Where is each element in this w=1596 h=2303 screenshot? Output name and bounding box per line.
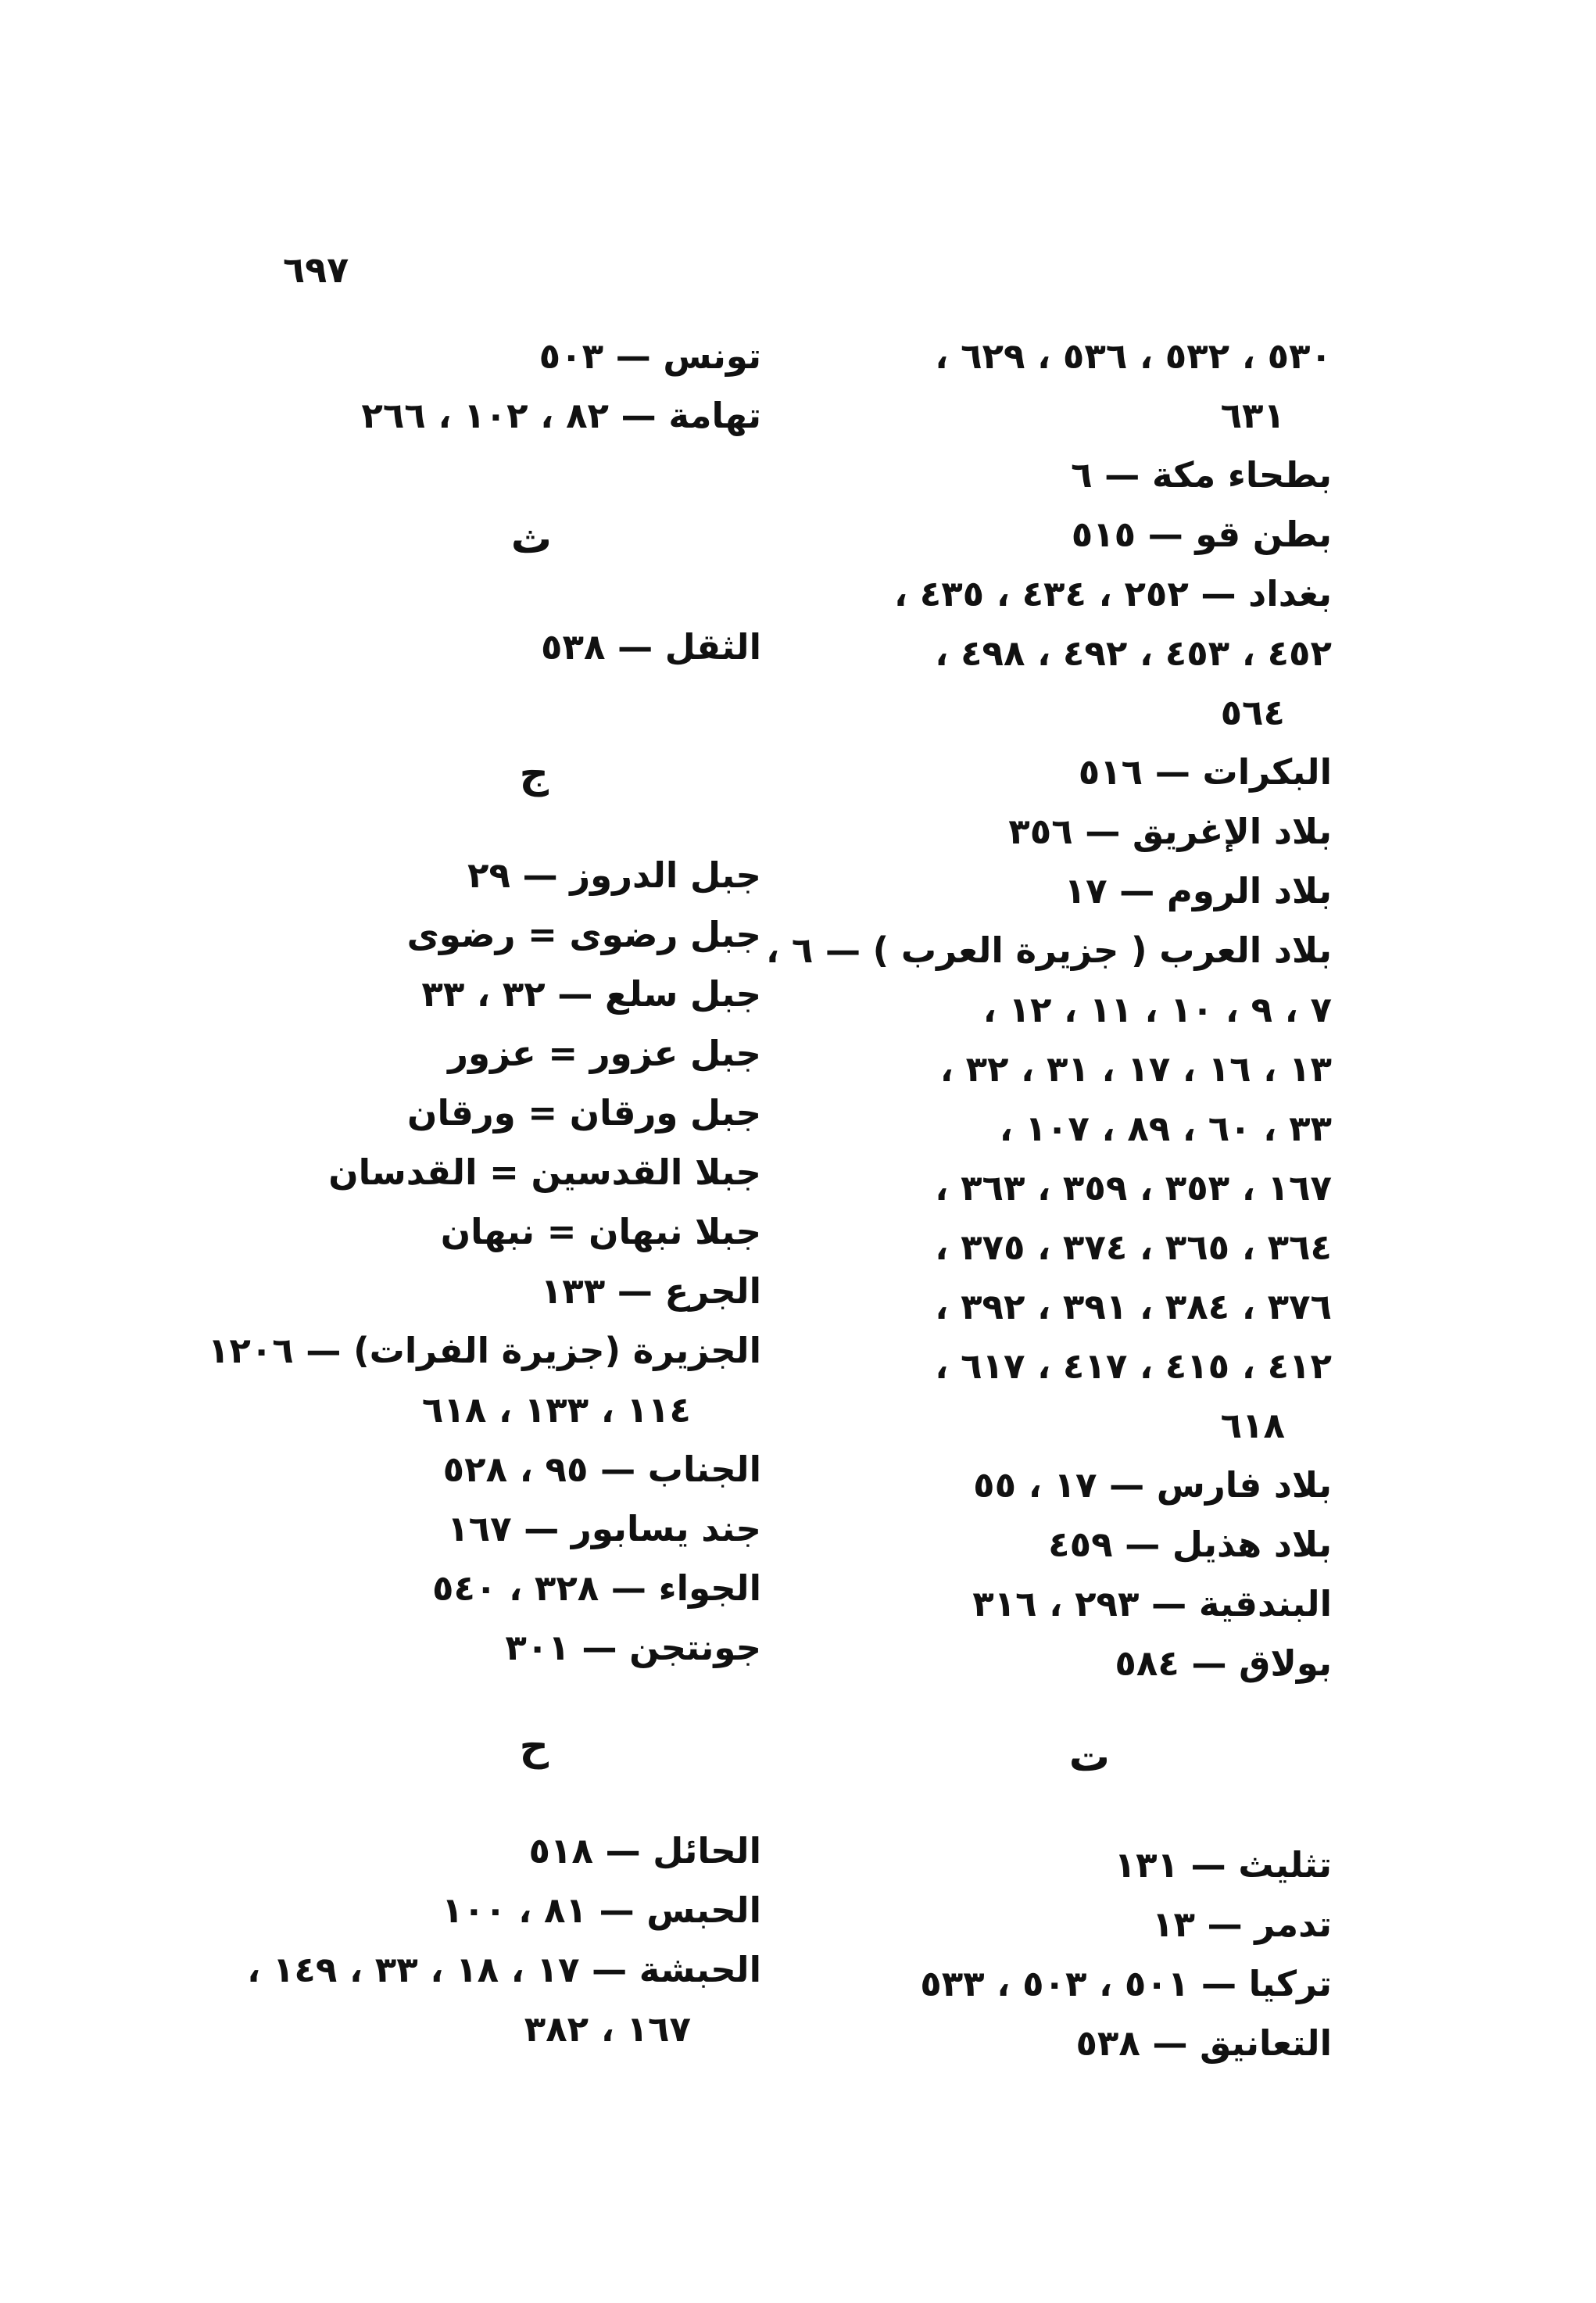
index-column-left-ha (230, 1821, 761, 2059)
index-line: الحائل — ٥١٨ (528, 1830, 761, 1871)
index-column-left-jim (207, 846, 761, 1678)
index-line: ٤١٢ ، ٤١٥ ، ٤١٧ ، ٦١٧ ، (935, 1345, 1332, 1387)
index-line: تثليث — ١٣١ (1114, 1844, 1332, 1886)
index-line: ١١٤ ، ١٣٣ ، ٦١٨ (421, 1389, 691, 1431)
index-column-left (230, 327, 761, 446)
index-line: جند يسابور — ١٦٧ (447, 1508, 761, 1549)
index-line: بطن قو — ٥١٥ (1071, 514, 1332, 555)
page-number: ٦٩٧ (283, 249, 349, 291)
index-line: الجزيرة (جزيرة الفرات) — ١٢٠٦ (207, 1330, 761, 1371)
index-line: البكرات — ٥١٦ (1078, 751, 1332, 793)
index-line: ٤٥٢ ، ٤٥٣ ، ٤٩٢ ، ٤٩٨ ، (935, 632, 1332, 674)
index-column-right (766, 327, 1332, 1693)
index-line: تونس — ٥٠٣ (539, 335, 761, 377)
index-line: ٣٣ ، ٦٠ ، ٨٩ ، ١٠٧ ، (999, 1108, 1332, 1149)
index-line: الحبشة — ١٧ ، ١٨ ، ٣٣ ، ١٤٩ ، (247, 1949, 761, 1990)
index-line: تهامة — ٨٢ ، ١٠٢ ، ٢٦٦ (361, 395, 761, 436)
index-line: ٥٦٤ (1220, 692, 1285, 733)
index-line: بطحاء مكة — ٦ (1071, 454, 1332, 496)
index-line: ٣٦٤ ، ٣٦٥ ، ٣٧٤ ، ٣٧٥ ، (935, 1227, 1332, 1268)
index-line: الجناب — ٩٥ ، ٥٢٨ (442, 1449, 761, 1490)
section-letter-tha: ث (510, 516, 552, 563)
index-line: الجرع — ١٣٣ (540, 1270, 761, 1312)
index-line: بلاد الإغريق — ٣٥٦ (1008, 811, 1332, 852)
index-line: الجواء — ٣٢٨ ، ٥٤٠ (432, 1567, 761, 1609)
index-line: تدمر — ١٣ (1151, 1904, 1332, 1945)
index-line: جبل رضوى = رضوى (406, 914, 761, 955)
index-line: ١٦٧ ، ٣٥٣ ، ٣٥٩ ، ٣٦٣ ، (935, 1167, 1332, 1209)
index-line: بلاد الروم — ١٧ (1064, 870, 1332, 912)
index-line: ٧ ، ٩ ، ١٠ ، ١١ ، ١٢ ، (982, 989, 1332, 1030)
index-line: ١٦٧ ، ٣٨٢ (524, 2008, 691, 2050)
index-line: تركيا — ٥٠١ ، ٥٠٣ ، ٥٣٣ (920, 1963, 1332, 2004)
index-column-left-tha (230, 618, 761, 677)
index-line: جبلا القدسين = القدسان (328, 1152, 761, 1193)
section-letter-ha: ح (519, 1723, 549, 1770)
index-column-right-bottom (832, 1836, 1332, 2073)
index-line: الثقل — ٥٣٨ (541, 626, 761, 668)
index-line: الحبس — ٨١ ، ١٠٠ (442, 1889, 761, 1931)
index-line: جبلا نبهان = نبهان (440, 1211, 761, 1252)
index-line: جبل عزور = عزور (448, 1033, 761, 1074)
index-line: جونتجن — ٣٠١ (505, 1627, 761, 1668)
index-line: ٦١٨ (1220, 1405, 1285, 1446)
index-line: البندقية — ٢٩٣ ، ٣١٦ (972, 1583, 1332, 1624)
index-line: ٦٣١ (1220, 395, 1285, 436)
index-line: بلاد هذيل — ٤٥٩ (1048, 1524, 1332, 1565)
index-line: جبل الدروز — ٢٩ (467, 854, 761, 896)
index-line: بلاد فارس — ١٧ ، ٥٥ (973, 1464, 1332, 1506)
section-letter-ta: ت (1068, 1734, 1110, 1781)
index-line: التعانيق — ٥٣٨ (1075, 2022, 1332, 2064)
index-line: بلاد العرب ( جزيرة العرب ) — ٦ ، (766, 929, 1332, 971)
index-line: ٥٣٠ ، ٥٣٢ ، ٥٣٦ ، ٦٢٩ ، (935, 335, 1332, 377)
index-line: بغداد — ٢٥٢ ، ٤٣٤ ، ٤٣٥ ، (893, 573, 1332, 614)
index-line: بولاق — ٥٨٤ (1115, 1642, 1332, 1684)
index-line: ٣٧٦ ، ٣٨٤ ، ٣٩١ ، ٣٩٢ ، (935, 1286, 1332, 1327)
index-line: ١٣ ، ١٦ ، ١٧ ، ٣١ ، ٣٢ ، (939, 1048, 1332, 1090)
index-line: جبل سلع — ٣٢ ، ٣٣ (421, 973, 761, 1015)
index-line: جبل ورقان = ورقان (407, 1092, 761, 1134)
section-letter-jim: ج (519, 750, 549, 797)
